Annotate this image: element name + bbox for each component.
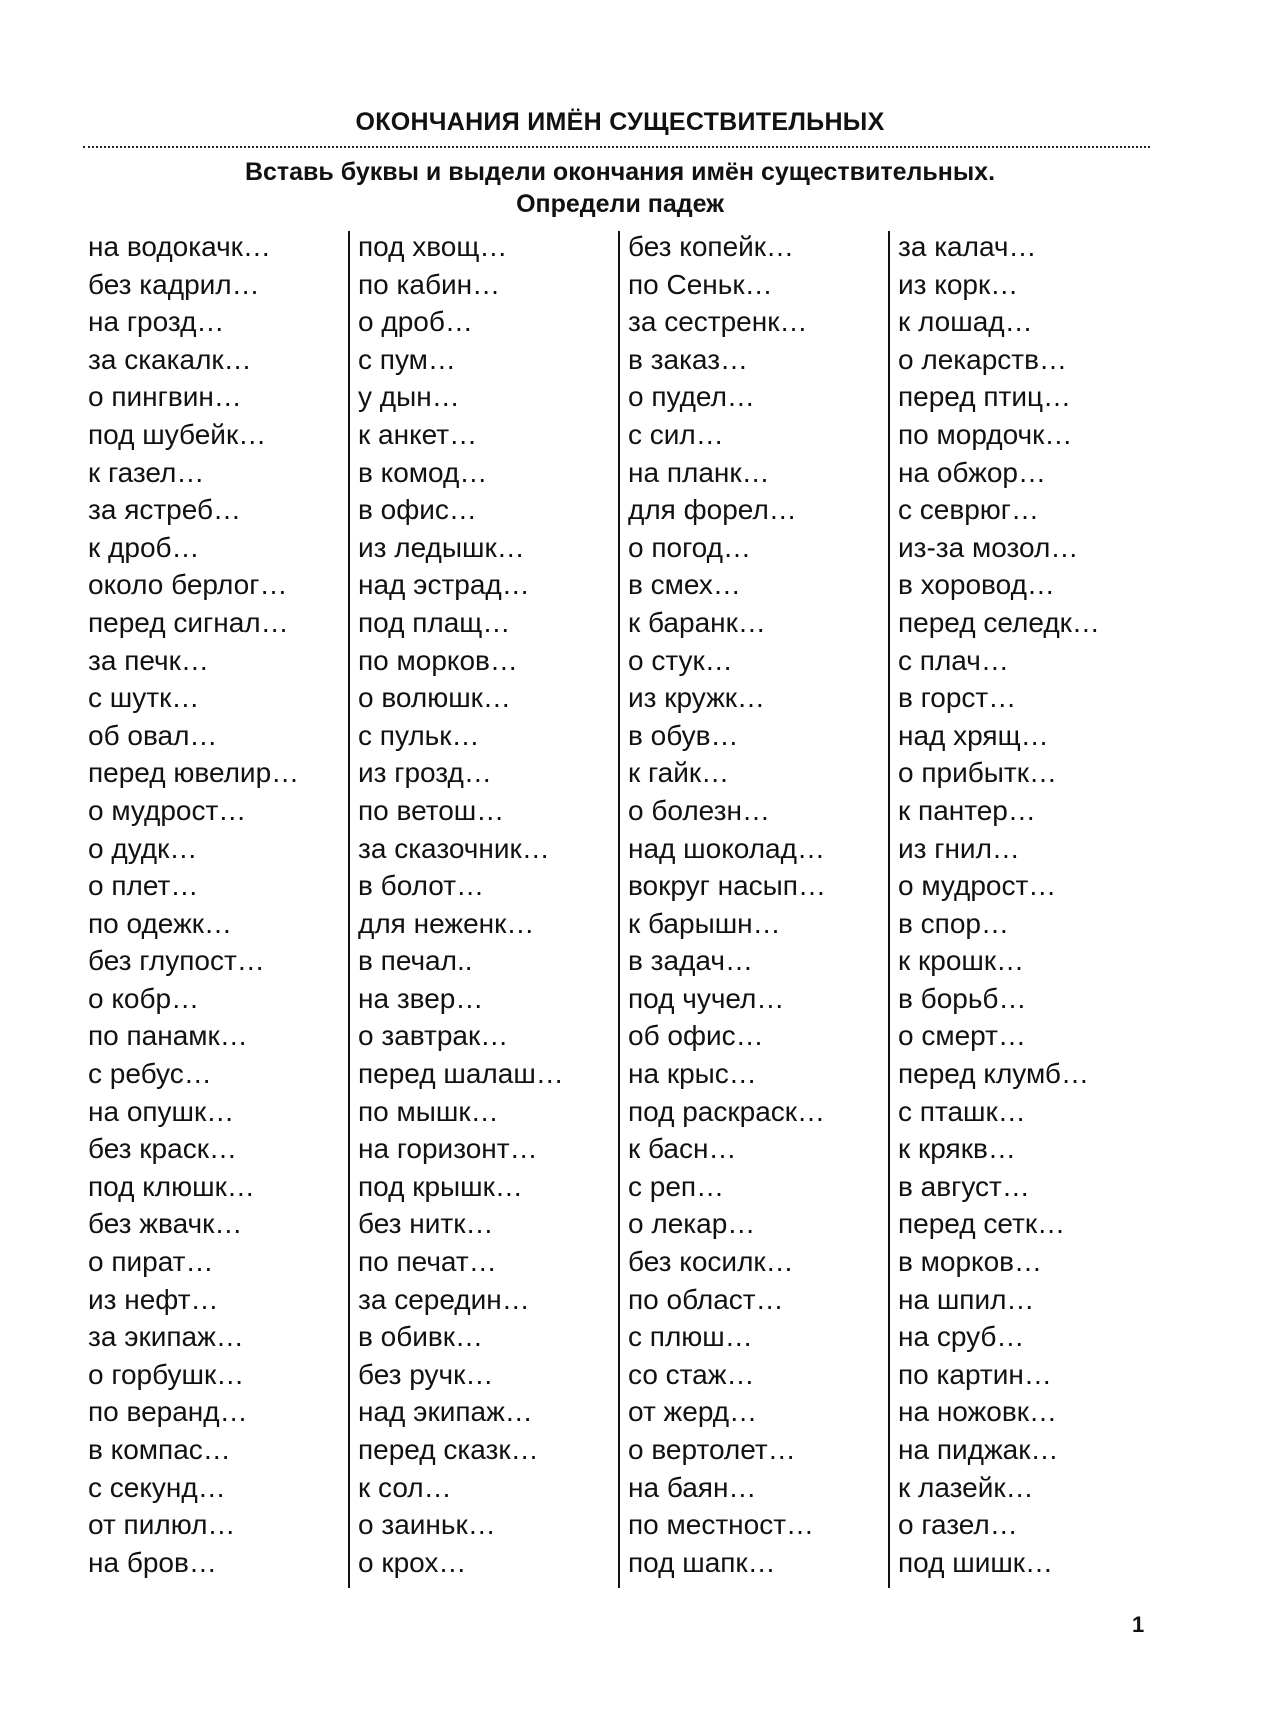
exercise-item: за печк…: [88, 644, 209, 676]
exercise-item: в задач…: [628, 945, 753, 977]
exercise-item: под плащ…: [358, 606, 511, 638]
exercise-item: вокруг насып…: [628, 870, 826, 902]
exercise-item: в печал..: [358, 945, 473, 977]
exercise-item: в заказ…: [628, 343, 749, 375]
exercise-item: по одежк…: [88, 907, 233, 939]
exercise-item: перед сетк…: [898, 1208, 1066, 1240]
exercise-item: со стаж…: [628, 1358, 755, 1390]
dotted-divider: [83, 146, 1150, 148]
exercise-item: о болезн…: [628, 794, 770, 826]
page-title: ОКОНЧАНИЯ ИМЁН СУЩЕСТВИТЕЛЬНЫХ: [355, 108, 885, 136]
exercise-item: о лекар…: [628, 1208, 756, 1240]
exercise-item: о плет…: [88, 870, 199, 902]
exercise-item: за ястреб…: [88, 494, 242, 526]
exercise-item: по мордочк…: [898, 418, 1073, 450]
word-column-4: [896, 228, 1154, 1588]
exercise-item: в обув…: [628, 719, 739, 751]
exercise-item: над эстрад…: [358, 569, 530, 601]
exercise-item: в август…: [898, 1170, 1030, 1202]
exercise-item: на баян…: [628, 1471, 757, 1503]
exercise-item: перед ювелир…: [88, 757, 300, 789]
exercise-item: за калач…: [898, 231, 1037, 262]
column-divider: [618, 231, 620, 1588]
exercise-item: в борьб…: [898, 982, 1027, 1014]
exercise-item: на пиджак…: [898, 1434, 1059, 1465]
exercise-item: к лазейк…: [898, 1471, 1034, 1503]
exercise-item: под хвощ…: [358, 231, 508, 262]
exercise-item: о крох…: [358, 1546, 467, 1578]
exercise-item: к пантер…: [898, 794, 1036, 826]
exercise-item: из кружк…: [628, 682, 766, 714]
exercise-item: над экипаж…: [358, 1396, 533, 1428]
exercise-item: на звер…: [358, 982, 484, 1014]
exercise-item: без ручк…: [358, 1358, 494, 1390]
exercise-item: к дроб…: [88, 531, 200, 563]
word-column-2: [356, 228, 614, 1588]
exercise-item: в болот…: [358, 870, 485, 902]
exercise-item: от жерд…: [628, 1396, 758, 1428]
exercise-item: по мышк…: [358, 1095, 499, 1127]
exercise-item: с сил…: [628, 418, 724, 450]
exercise-item: с ребус…: [88, 1058, 212, 1090]
exercise-item: на сруб…: [898, 1321, 1025, 1353]
exercise-item: в офис…: [358, 494, 477, 526]
exercise-item: с плач…: [898, 644, 1009, 676]
exercise-item: над шоколад…: [628, 832, 825, 864]
exercise-item: с секунд…: [88, 1471, 226, 1503]
exercise-item: к газел…: [88, 456, 205, 488]
exercise-item: в комод…: [358, 456, 488, 488]
exercise-item: к крошк…: [898, 945, 1025, 977]
exercise-item: над хрящ…: [898, 719, 1049, 751]
exercise-item: из нефт…: [88, 1283, 219, 1315]
exercise-item: перед сказк…: [358, 1434, 539, 1465]
exercise-item: по местност…: [628, 1509, 815, 1541]
exercise-item: к басн…: [628, 1133, 737, 1165]
exercise-item: за экипаж…: [88, 1321, 244, 1353]
exercise-item: на водокачк…: [88, 231, 271, 262]
exercise-item: за скакалк…: [88, 343, 252, 375]
exercise-item: к гайк…: [628, 757, 730, 789]
exercise-item: к анкет…: [358, 418, 478, 450]
exercise-item: без жвачк…: [88, 1208, 243, 1240]
instruction-line-2: Определи падеж: [516, 190, 724, 218]
exercise-item: о горбушк…: [88, 1358, 245, 1390]
exercise-item: под шишк…: [898, 1546, 1054, 1578]
exercise-item: в смех…: [628, 569, 741, 601]
exercise-item: о стук…: [628, 644, 733, 676]
exercise-item: в обивк…: [358, 1321, 484, 1353]
exercise-item: по област…: [628, 1283, 784, 1315]
page-number: 1: [1132, 1612, 1145, 1637]
exercise-item: о мудрост…: [88, 794, 247, 826]
exercise-item: на грозд…: [88, 306, 225, 338]
exercise-item: к баранк…: [628, 606, 766, 638]
exercise-item: у дын…: [358, 381, 460, 413]
exercise-item: на бров…: [88, 1546, 217, 1578]
exercise-item: о дроб…: [358, 306, 473, 338]
word-column-3: [626, 228, 884, 1588]
exercise-item: по картин…: [898, 1358, 1052, 1390]
exercise-item: без краск…: [88, 1133, 237, 1165]
exercise-item: без косилк…: [628, 1246, 794, 1278]
exercise-item: об офис…: [628, 1020, 764, 1052]
exercise-item: для форел…: [628, 494, 797, 526]
exercise-item: о пингвин…: [88, 381, 242, 413]
exercise-item: около берлог…: [88, 569, 288, 601]
exercise-item: о пират…: [88, 1246, 214, 1278]
exercise-item: под раскраск…: [628, 1095, 826, 1127]
word-columns: [86, 228, 1156, 1588]
word-column-1: [86, 228, 344, 1588]
exercise-item: из гнил…: [898, 832, 1020, 864]
exercise-item: о пудел…: [628, 381, 755, 413]
exercise-item: перед птиц…: [898, 381, 1072, 413]
exercise-item: на шпил…: [898, 1283, 1035, 1315]
exercise-item: на опушк…: [88, 1095, 235, 1127]
exercise-item: по печат…: [358, 1246, 497, 1278]
exercise-item: под шубейк…: [88, 418, 267, 450]
exercise-item: о кобр…: [88, 982, 200, 1014]
exercise-item: с плюш…: [628, 1321, 753, 1353]
exercise-item: без нитк…: [358, 1208, 494, 1240]
exercise-item: с пум…: [358, 343, 456, 375]
exercise-item: от пилюл…: [88, 1509, 236, 1541]
exercise-item: о завтрак…: [358, 1020, 509, 1052]
exercise-item: за середин…: [358, 1283, 530, 1315]
exercise-item: на горизонт…: [358, 1133, 538, 1165]
exercise-item: под крышк…: [358, 1170, 523, 1202]
exercise-item: на планк…: [628, 456, 770, 488]
exercise-item: без кадрил…: [88, 268, 260, 300]
exercise-item: за сестренк…: [628, 306, 808, 338]
exercise-item: к крякв…: [898, 1133, 1016, 1165]
exercise-item: о лекарств…: [898, 343, 1067, 375]
exercise-item: в горст…: [898, 682, 1017, 714]
exercise-item: под клюшк…: [88, 1170, 255, 1202]
exercise-item: о погод…: [628, 531, 751, 563]
exercise-item: о вертолет…: [628, 1434, 796, 1465]
exercise-item: о прибытк…: [898, 757, 1057, 789]
exercise-item: с севрюг…: [898, 494, 1040, 526]
exercise-item: под чучел…: [628, 982, 785, 1014]
exercise-item: в спор…: [898, 907, 1009, 939]
exercise-item: об овал…: [88, 719, 218, 751]
exercise-item: для неженк…: [358, 907, 535, 939]
exercise-item: без глупост…: [88, 945, 265, 977]
exercise-item: с реп…: [628, 1170, 725, 1202]
instruction: [0, 156, 1240, 220]
exercise-item: перед селедк…: [898, 606, 1100, 638]
exercise-item: по панамк…: [88, 1020, 248, 1052]
exercise-item: перед клумб…: [898, 1058, 1089, 1090]
exercise-item: под шапк…: [628, 1546, 776, 1578]
exercise-item: по кабин…: [358, 268, 501, 300]
exercise-item: из ледышк…: [358, 531, 525, 563]
exercise-item: с пташк…: [898, 1095, 1026, 1127]
exercise-item: по веранд…: [88, 1396, 248, 1428]
exercise-item: с шутк…: [88, 682, 200, 714]
exercise-item: к сол…: [358, 1471, 452, 1503]
exercise-item: к лошад…: [898, 306, 1033, 338]
column-divider: [888, 231, 890, 1588]
exercise-item: из корк…: [898, 268, 1019, 300]
exercise-item: в морков…: [898, 1246, 1043, 1278]
exercise-item: по Сеньк…: [628, 268, 773, 300]
exercise-item: о мудрост…: [898, 870, 1057, 902]
column-divider: [348, 231, 350, 1588]
exercise-item: о заиньк…: [358, 1509, 496, 1541]
exercise-item: с пульк…: [358, 719, 480, 751]
exercise-item: на обжор…: [898, 456, 1046, 488]
exercise-item: в хоровод…: [898, 569, 1055, 601]
exercise-item: по ветош…: [358, 794, 505, 826]
exercise-item: о волюшк…: [358, 682, 511, 714]
exercise-item: перед сигнал…: [88, 606, 289, 638]
exercise-item: из грозд…: [358, 757, 492, 789]
exercise-item: перед шалаш…: [358, 1058, 564, 1090]
exercise-item: за сказочник…: [358, 832, 550, 864]
exercise-item: в компас…: [88, 1434, 231, 1465]
exercise-item: без копейк…: [628, 231, 795, 262]
instruction-line-1: Вставь буквы и выдели окончания имён существительных.: [244, 158, 996, 186]
exercise-item: из-за мозол…: [898, 531, 1079, 563]
exercise-item: к барышн…: [628, 907, 781, 939]
exercise-item: о газел…: [898, 1509, 1018, 1541]
exercise-item: на ножовк…: [898, 1396, 1057, 1428]
exercise-item: по морков…: [358, 644, 518, 676]
exercise-item: на крыс…: [628, 1058, 757, 1090]
exercise-item: о смерт…: [898, 1020, 1026, 1052]
exercise-item: о дудк…: [88, 832, 198, 864]
